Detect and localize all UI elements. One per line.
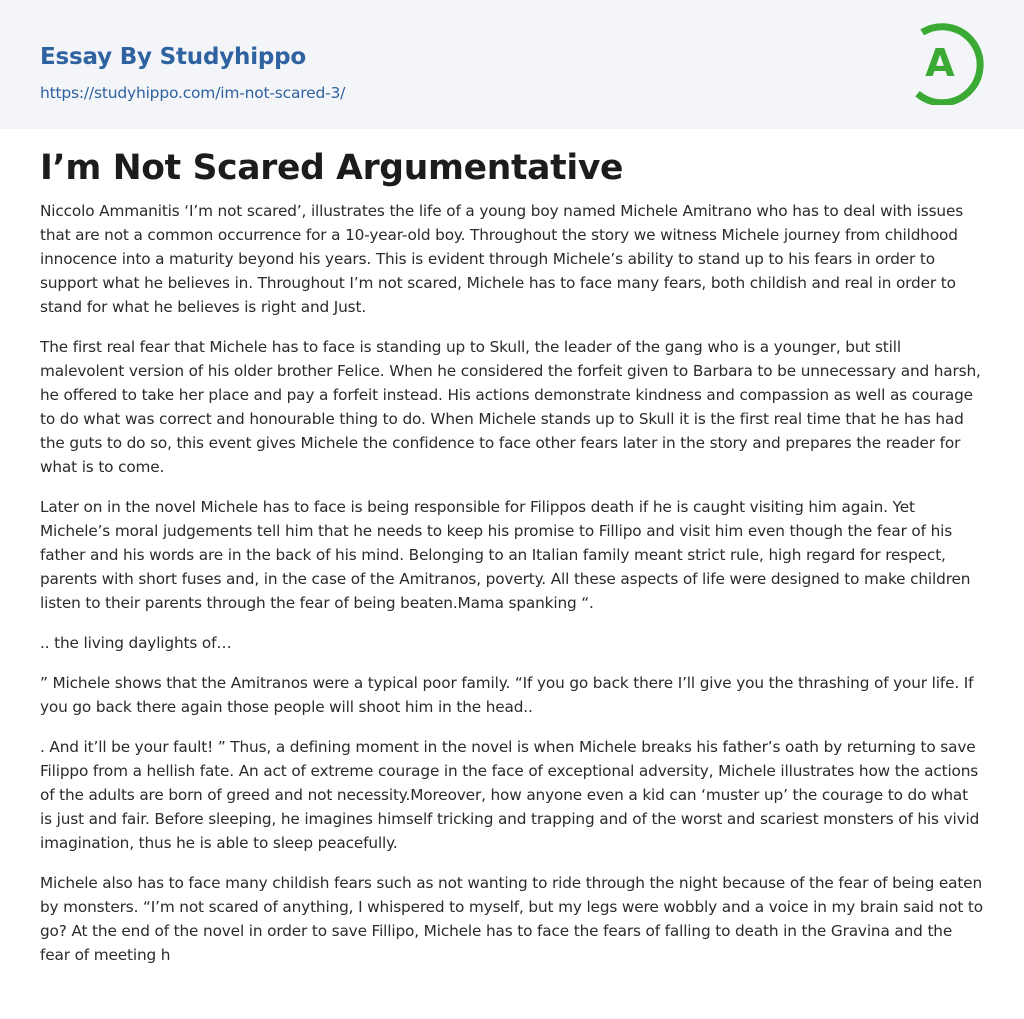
- page-url-link[interactable]: https://studyhippo.com/im-not-scared-3/: [40, 84, 346, 102]
- article-paragraph: .. the living daylights of…: [40, 634, 232, 652]
- logo-letter: A: [925, 41, 955, 85]
- article: [0, 146, 1024, 967]
- site-header: [0, 0, 1024, 129]
- article-body: [40, 199, 984, 967]
- site-brand[interactable]: Essay By Studyhippo: [40, 44, 307, 70]
- article-paragraph: Michele also has to face many childish fears such as not wanting to ride through the night because of the fear of being eaten by monsters. “I’m not scared of anything, I whispered to myself, but my legs were wobbly and a voice in my brain said not to go? At the end of the novel in order to save Fillipo, Michele has to face the fears of falling to death in the Gravina and the fear of meeting h: [40, 874, 983, 964]
- studyhippo-logo-icon[interactable]: [912, 19, 986, 105]
- page-title: I’m Not Scared Argumentative: [40, 148, 624, 188]
- article-paragraph: ” Michele shows that the Amitranos were a typical poor family. “If you go back there I’ll give you the thrashing of your life. If you go back there again those people will shoot him in the head..: [40, 674, 974, 716]
- article-paragraph: . And it’ll be your fault! ” Thus, a defining moment in the novel is when Michele breaks his father’s oath by returning to save Filippo from a hellish fate. An act of extreme courage in the face of exceptional adversity, Michele illustrates how the actions of the adults are born of greed and not necessity.Moreover, how anyone even a kid can ‘muster up’ the courage to do what is just and fair. Before sleeping, he imagines himself tricking and trapping and of the worst and scariest monsters of his vivid imagination, thus he is able to sleep peacefully.: [40, 738, 980, 852]
- article-paragraph: The first real fear that Michele has to face is standing up to Skull, the leader of the gang who is a younger, but still malevolent version of his older brother Felice. When he considered the forfeit given to Barbara to be unnecessary and harsh, he offered to take her place and pay a forfeit instead. His actions demonstrate kindness and compassion as well as courage to do what was correct and honourable thing to do. When Michele stands up to Skull it is the first real time that he has had the guts to do so, this event gives Michele the confidence to face other fears later in the story and prepares the reader for what is to come.: [40, 338, 981, 476]
- article-paragraph: Later on in the novel Michele has to face is being responsible for Filippos death if he is caught visiting him again. Yet Michele’s moral judgements tell him that he needs to keep his promise to Fillipo and visit him even though the fear of his father and his words are in the back of his mind. Belonging to an Italian family meant strict rule, high regard for respect, parents with short fuses and, in the case of the Amitranos, poverty. All these aspects of life were designed to make children listen to their parents through the fear of being beaten.Mama spanking “.: [40, 498, 971, 612]
- article-paragraph: Niccolo Ammanitis ‘I’m not scared’, illustrates the life of a young boy named Michele Amitrano who has to deal with issues that are not a common occurrence for a 10-year-old boy. Throughout the story we witness Michele journey from childhood innocence into a maturity beyond his years. This is evident through Michele’s ability to stand up to his fears in order to support what he believes in. Throughout I’m not scared, Michele has to face many fears, both childish and real in order to stand for what he believes is right and Just.: [40, 202, 964, 316]
